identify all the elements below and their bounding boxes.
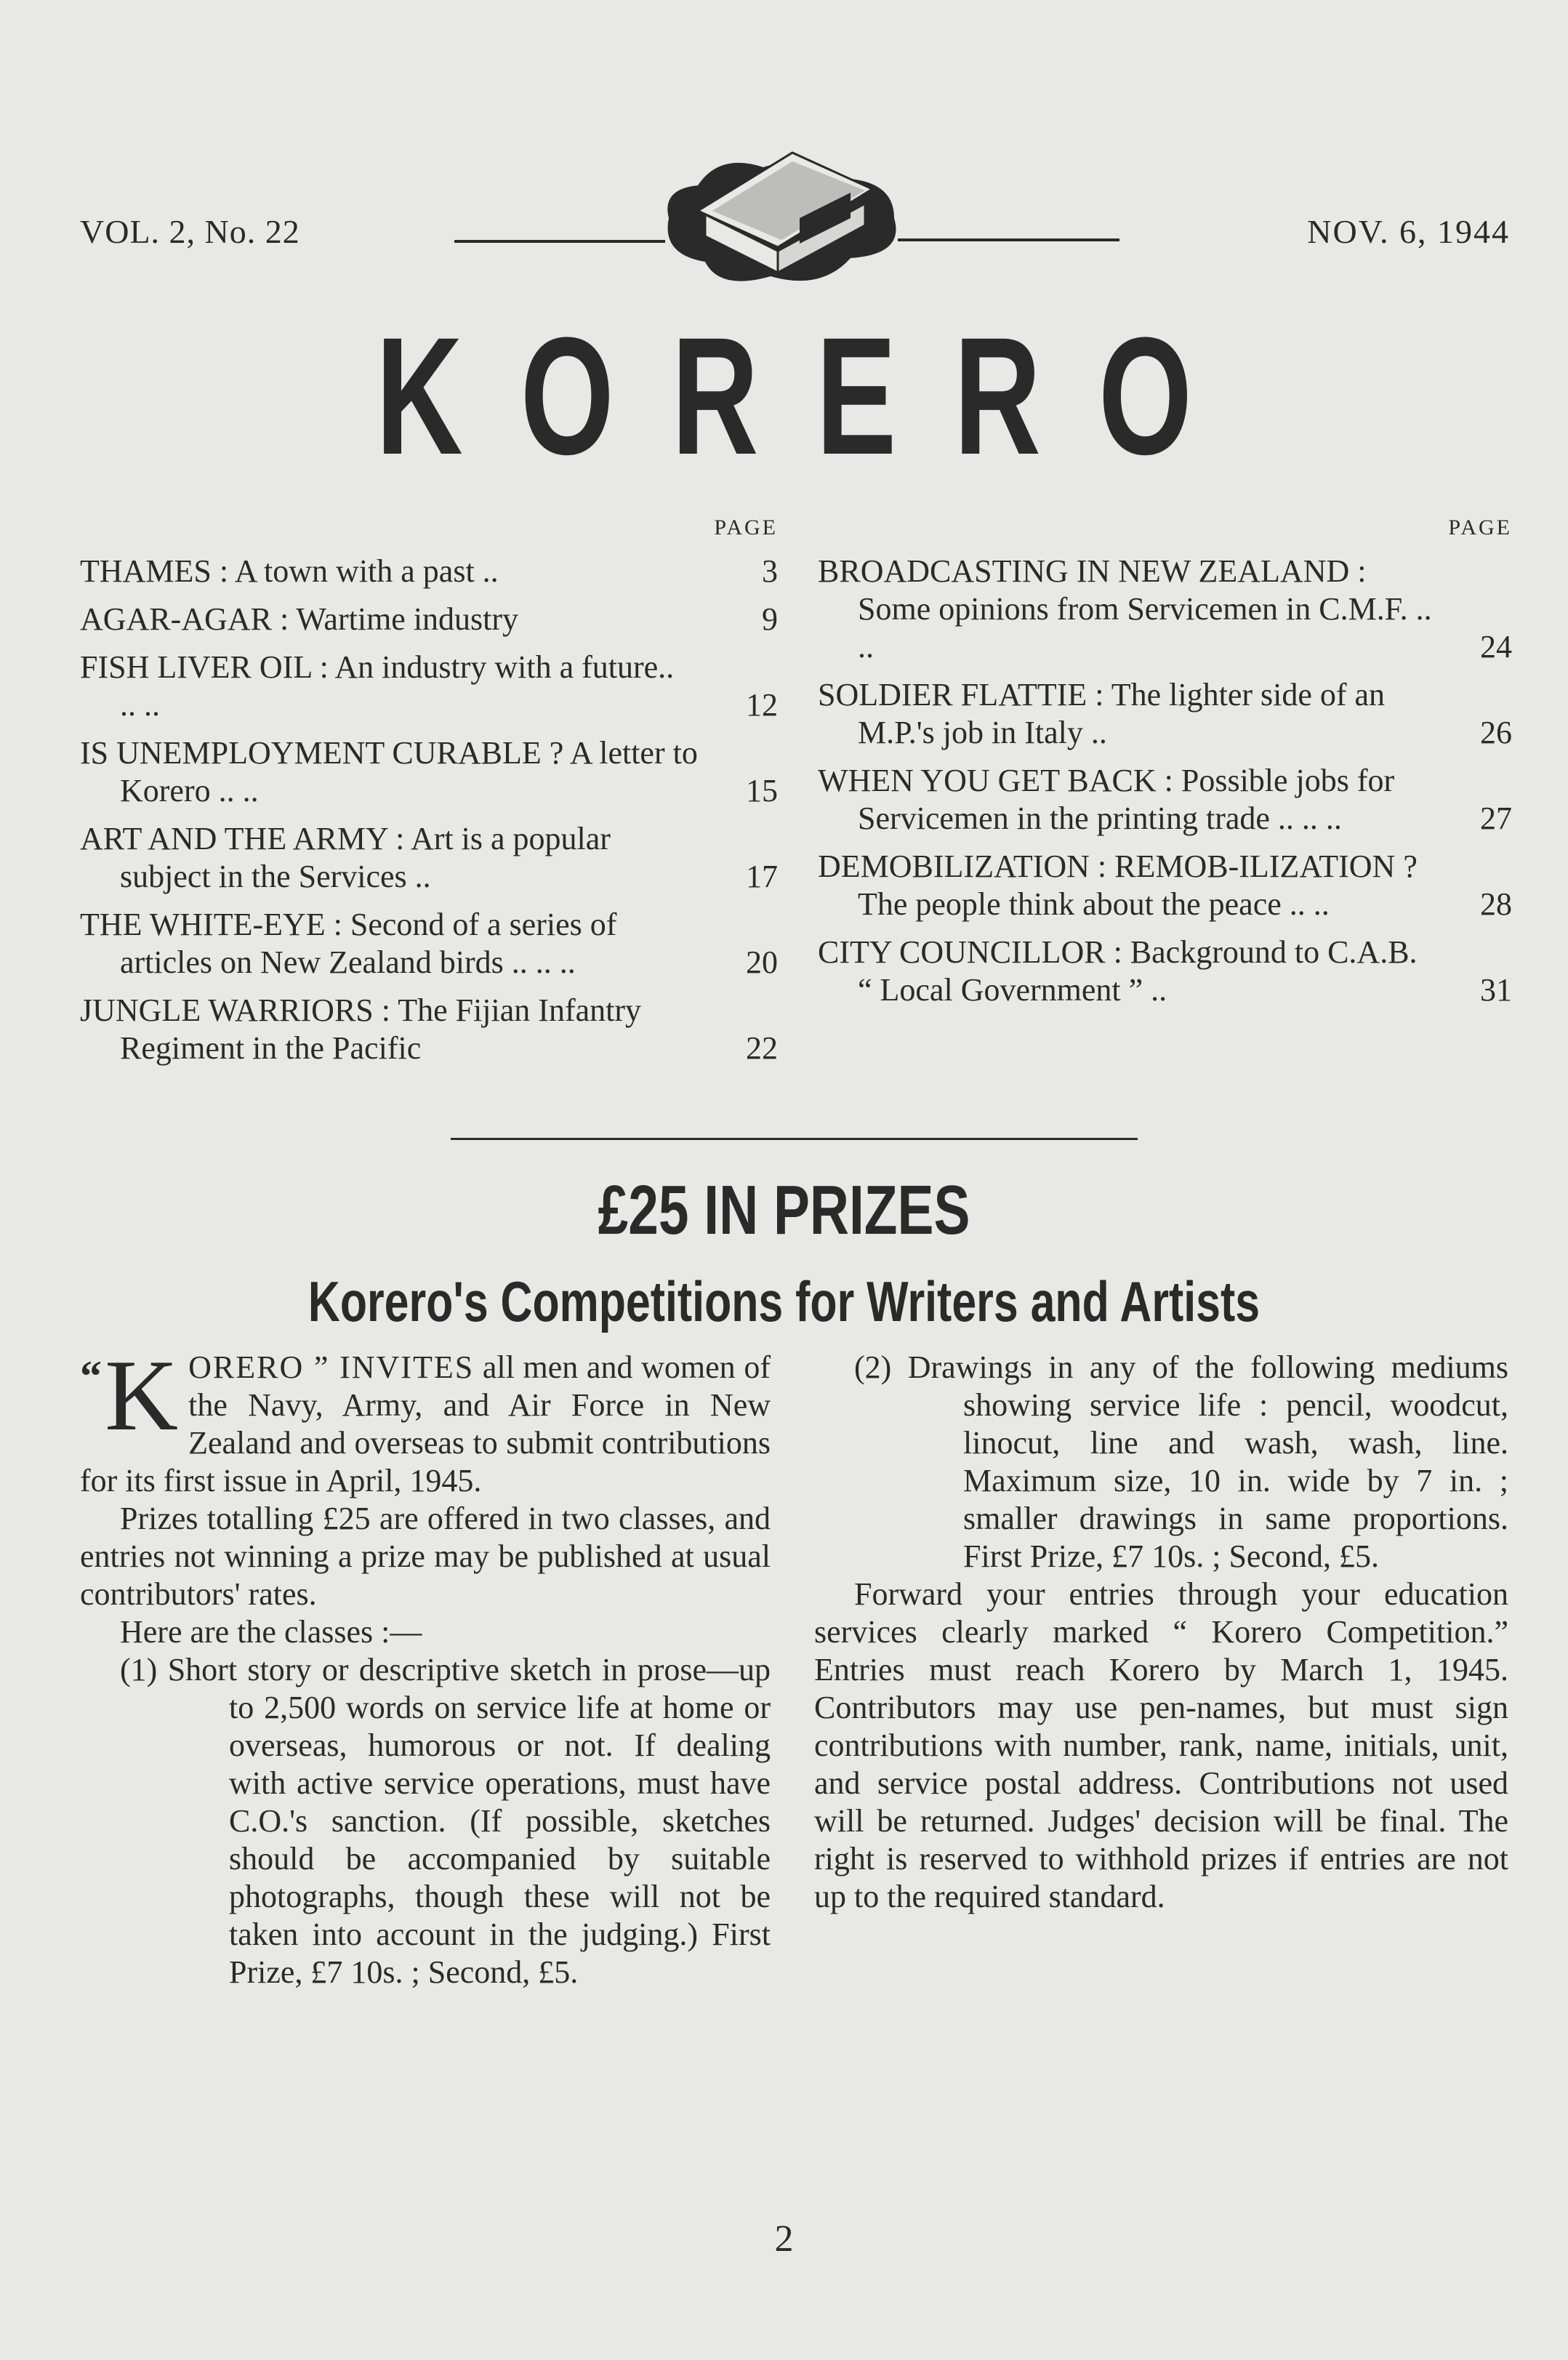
issue-date: NOV. 6, 1944 — [1307, 213, 1510, 250]
toc-entry[interactable] — [80, 553, 778, 590]
toc-entry[interactable] — [80, 601, 778, 638]
toc-entry-title: IS UNEMPLOYMENT CURABLE ? A letter to Korero .. .. — [80, 735, 698, 808]
class-one-description: (1) Short story or descriptive sketch in prose—up to 2,500 words on service life at home or overseas, humorous or not. If dealing with active service operations, must have C.O.'s sanction. (If possible, sketches should be accompanied by suitable photographs, though these will not be taken into account in the judging.) First Prize, £7 10s. ; Second, £5. — [120, 1652, 771, 1990]
toc-entry-page: 12 — [746, 687, 778, 723]
closing-paragraph: Forward your entries through your education services clearly marked “ Korero Competition.” Entries must reach Korero by March 1, 1945. Contributors may use pen-names, but must sign contributions with number, rank, name, initials, unit, and service postal address. Contributions not used will be returned. Judges' decision will be final. The right is reserved to withhold prizes if entries are not up to the required standard. — [814, 1576, 1508, 1914]
contents-column-right — [818, 509, 1512, 1019]
prizes-headline: £25 IN PRIZES — [598, 1171, 970, 1249]
intro-paragraph — [80, 1339, 771, 1500]
toc-entry-page: 26 — [1480, 715, 1512, 750]
toc-entry[interactable] — [818, 934, 1512, 1009]
toc-entry[interactable] — [80, 649, 778, 724]
contents-column-left — [80, 509, 778, 1077]
classes-intro: Here are the classes :— — [120, 1614, 422, 1650]
prizes-paragraph: Prizes totalling £25 are offered in two classes, and entries not winning a prize may be published at usual contributors' rates. — [80, 1501, 771, 1612]
toc-entry-page: 9 — [762, 601, 778, 637]
page-number: 2 — [774, 2218, 794, 2260]
toc-entry-title: THAMES : A town with a past .. — [80, 553, 499, 589]
toc-entry-page: 17 — [746, 859, 778, 894]
page-column-label: PAGE — [714, 515, 778, 539]
page-column-label: PAGE — [1448, 515, 1512, 539]
toc-entry-title: ART AND THE ARMY : Art is a popular subject in the Services .. — [80, 821, 611, 894]
toc-entry-page: 15 — [746, 773, 778, 808]
toc-entry-title: DEMOBILIZATION : REMOB-ILIZATION ? The people think about the peace .. .. — [818, 848, 1418, 922]
toc-entry-page: 22 — [746, 1030, 778, 1066]
toc-entry-title: WHEN YOU GET BACK : Possible jobs for Servicemen in the printing trade .. .. .. — [818, 763, 1395, 836]
toc-entry-page: 28 — [1480, 886, 1512, 922]
toc-entry-title: BROADCASTING IN NEW ZEALAND : Some opinions from Servicemen in C.M.F. .. .. — [818, 553, 1432, 665]
toc-entry-page: 24 — [1480, 629, 1512, 665]
toc-entry-title: JUNGLE WARRIORS : The Fijian Infantry Regiment in the Pacific — [80, 992, 641, 1066]
intro-text: all men and women of the Navy, Army, and Air Force in New Zealand and overseas to submit contributions for its first issue in April, 1945. — [80, 1349, 771, 1498]
toc-entry-page: 27 — [1480, 800, 1512, 836]
announcement-column-left — [80, 1339, 771, 1991]
toc-entry-title: CITY COUNCILLOR : Background to C.A.B. “ Local Government ” .. — [818, 934, 1418, 1008]
toc-entry-page: 20 — [746, 944, 778, 980]
open-quote: “ — [80, 1352, 102, 1400]
house-logo-icon — [654, 109, 916, 298]
toc-entry-page: 3 — [762, 553, 778, 589]
toc-entry[interactable] — [80, 992, 778, 1067]
drop-cap: K — [105, 1339, 179, 1452]
toc-entry[interactable] — [80, 820, 778, 896]
toc-entry[interactable] — [80, 734, 778, 810]
competition-subtitle: Korero's Competitions for Writers and Artists — [307, 1269, 1261, 1333]
toc-entry-title: FISH LIVER OIL : An industry with a future.. .. .. — [80, 649, 675, 723]
toc-entry[interactable] — [80, 906, 778, 982]
toc-entry-title: AGAR-AGAR : Wartime industry — [80, 601, 519, 637]
class-two-description: (2) Drawings in any of the following mediums showing service life : pencil, woodcut, linocut, line and wash, wash, line. Maximum size, 10 in. wide by 7 in. ; smaller drawings in same proportions. First Prize, £7 10s. ; Second, £5. — [854, 1349, 1508, 1574]
toc-entry-page: 31 — [1480, 972, 1512, 1008]
section-divider — [451, 1138, 1138, 1140]
toc-entry-title: THE WHITE-EYE : Second of a series of articles on New Zealand birds .. .. .. — [80, 907, 617, 980]
toc-entry[interactable] — [818, 676, 1512, 752]
announcement-column-right — [814, 1349, 1508, 1916]
toc-entry[interactable] — [818, 762, 1512, 838]
header-rule-left — [454, 240, 665, 243]
toc-entry-title: SOLDIER FLATTIE : The lighter side of an M.P.'s job in Italy .. — [818, 677, 1386, 750]
intro-small-caps: ORERO ” INVITES — [188, 1349, 475, 1385]
header-rule-right — [898, 238, 1119, 241]
masthead-title: KORERO — [376, 302, 1250, 489]
toc-entry[interactable] — [818, 553, 1512, 666]
volume-number: VOL. 2, No. 22 — [80, 213, 300, 250]
toc-entry[interactable] — [818, 848, 1512, 923]
